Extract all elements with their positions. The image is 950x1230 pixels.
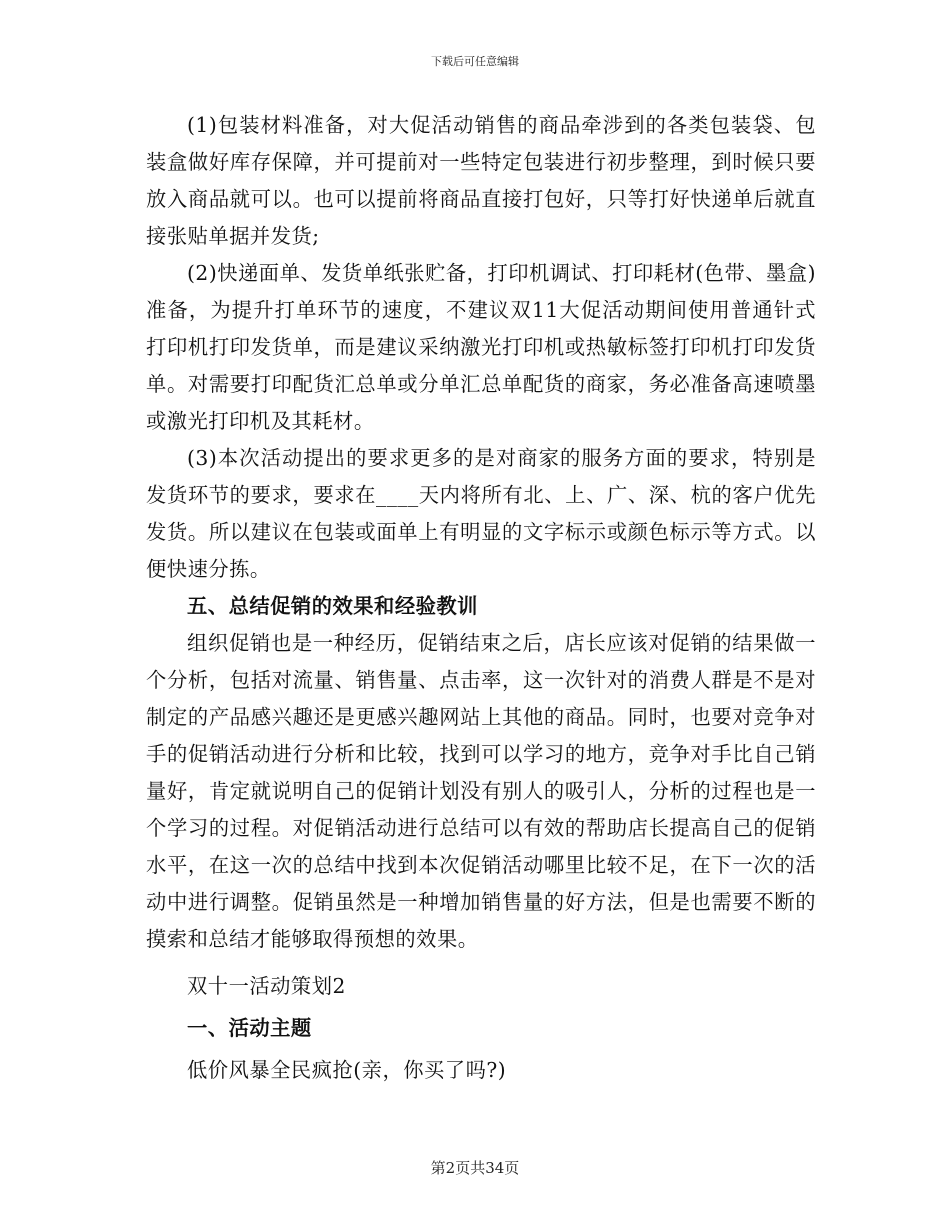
- paragraph-shipping: (3)本次活动提出的要求更多的是对商家的服务方面的要求，特别是发货环节的要求，要求在____天内将所有北、上、广、深、杭的客户优先发货。所以建议在包装或面单上有明显的文字标示或颜色标示等方式。以便快速分拣。: [146, 446, 816, 581]
- document-body: [146, 107, 816, 1089]
- paragraph-summary: 组织促销也是一种经历，促销结束之后，店长应该对促销的结果做一个分析，包括对流量、销售量、点击率，这一次针对的消费人群是不是对制定的产品感兴趣还是更感兴趣网站上其他的商品。同时，也要对竞争对手的促销活动进行分析和比较，找到可以学习的地方，竞争对手比自己销量好，肯定就说明自己的促销计划没有别人的吸引人，分析的过程也是一个学习的过程。对促销活动进行总结可以有效的帮助店长提高自己的促销水平，在这一次的总结中找到本次促销活动哪里比较不足，在下一次的活动中进行调整。促销虽然是一种增加销售量的好方法，但是也需要不断的摸索和总结才能够取得预想的效果。: [146, 631, 816, 951]
- section-heading-theme: 一、活动主题: [187, 1016, 312, 1040]
- plan-title: 双十一活动策划2: [187, 974, 346, 998]
- page-footer: 第2页共34页: [430, 1159, 520, 1177]
- section-heading-summary: 五、总结促销的效果和经验教训: [187, 594, 478, 618]
- paragraph-theme: 低价风暴全民疯抢(亲，你买了吗?): [187, 1058, 507, 1082]
- page-header: 下载后可任意编辑: [431, 55, 519, 68]
- paragraph-printing: (2)快递面单、发货单纸张贮备，打印机调试、打印耗材(色带、墨盒)准备，为提升打单环节的速度，不建议双11大促活动期间使用普通针式打印机打印发货单，而是建议采纳激光打印机或热敏标签打印机打印发货单。对需要打印配货汇总单或分单汇总单配货的商家，务必准备高速喷墨或激光打印机及其耗材。: [146, 261, 816, 433]
- paragraph-packaging: (1)包装材料准备，对大促活动销售的商品牵涉到的各类包装袋、包装盒做好库存保障，并可提前对一些特定包装进行初步整理，到时候只要放入商品就可以。也可以提前将商品直接打包好，只等打好快递单后就直接张贴单据并发货;: [146, 113, 816, 248]
